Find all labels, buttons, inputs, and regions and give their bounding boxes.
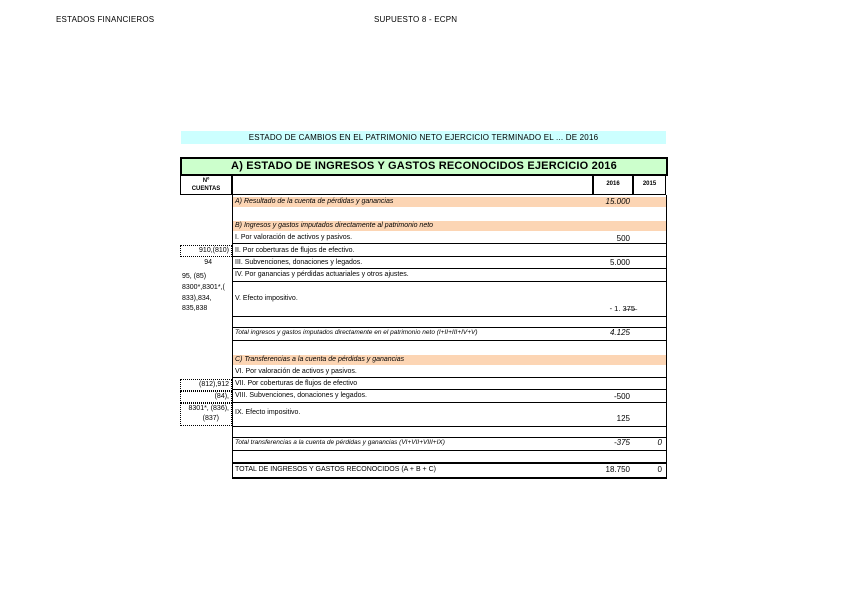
section-c-total-label: Total transferencias a la cuenta de pérdidas y ganancias (VI+VII+VIII+IX) — [235, 439, 445, 446]
column-header-2015: 2015 — [633, 174, 666, 195]
section-b-total-label: Total ingresos y gastos imputados directamente en el patrimonio neto (I+II+III+IV+V) — [235, 329, 478, 336]
grand-total-value-2016: 18.750 — [605, 465, 630, 474]
section-c-row-4-account-box — [180, 403, 232, 426]
column-header-cuentas-line2: CUENTAS — [191, 186, 221, 192]
section-c-row-4-account: 8301*, (836), — [188, 405, 229, 412]
section-b-divider — [233, 316, 666, 317]
section-a-label: A) Resultado de la cuenta de pérdidas y ganancias — [233, 197, 666, 207]
right-table-rule — [666, 195, 667, 479]
section-b-row-2-account: 910,(810) — [180, 245, 232, 257]
section-b-row-3: III. Subvenciones, donaciones y legados. — [233, 258, 666, 269]
statement-title: A) ESTADO DE INGRESOS Y GASTOS RECONOCIDOS EJERCICIO 2016 — [180, 157, 668, 176]
section-b-total-topline — [233, 327, 666, 328]
section-b-label: B) Ingresos y gastos imputados directamente al patrimonio neto — [233, 221, 666, 231]
grand-total-value-2015: 0 — [657, 465, 662, 474]
section-c-row-2: VII. Por coberturas de flujos de efectivo — [233, 379, 666, 390]
section-b-row-7-account: 835,838 — [182, 305, 208, 312]
section-c-row-3-value: -500 — [613, 392, 630, 401]
section-c-row-2-account: (812),912 — [180, 379, 232, 391]
column-header-cuentas — [180, 174, 232, 195]
column-header-cuentas-line1: Nº — [202, 178, 210, 184]
section-c-row-4-value: 125 — [616, 414, 630, 423]
section-a-value-2016: 15.000 — [605, 197, 630, 206]
section-b-row-4: IV. Por ganancias y pérdidas actuariales y otros ajustes. — [233, 270, 666, 282]
section-c-label: C) Transferencias a la cuenta de pérdidas y ganancias — [233, 355, 666, 365]
grand-total-topline — [233, 462, 666, 464]
section-b-row-7-value: - 1. 3̶7̶5̶ — [609, 304, 635, 313]
section-c-row-1: VI. Por valoración de activos y pasivos. — [233, 367, 666, 378]
section-c-total-value-2016: -375 — [613, 438, 630, 447]
concept-column-rule — [232, 195, 233, 479]
grand-total-bottomline — [233, 477, 666, 479]
document-header-center: SUPUESTO 8 - ECPN — [374, 15, 458, 24]
statement-banner: ESTADO DE CAMBIOS EN EL PATRIMONIO NETO EJERCICIO TERMINADO EL ... DE 2016 — [181, 131, 666, 144]
section-b-row-6-account: 833),834, — [182, 295, 212, 302]
section-c-row-3: VIII. Subvenciones, donaciones y legados. — [233, 391, 666, 403]
section-c-total-bottomline — [233, 450, 666, 451]
section-b-row-1: I. Por valoración de activos y pasivos. — [233, 233, 666, 244]
section-b-total-bottomline — [233, 340, 666, 341]
section-c-row-5-account: (837) — [202, 415, 219, 422]
section-b-row-2: II. Por coberturas de flujos de efectivo. — [233, 246, 666, 257]
column-header-2016: 2016 — [593, 174, 633, 195]
section-c-row-4: IX. Efecto impositivo. — [235, 409, 301, 416]
column-header-concept — [232, 174, 593, 195]
grand-total-label: TOTAL DE INGRESOS Y GASTOS RECONOCIDOS (A + B + C) — [235, 466, 436, 473]
section-c-total-value-2015: 0 — [657, 438, 662, 447]
section-b-row-1-value: 500 — [616, 234, 630, 243]
section-b-row-3-value: 5.000 — [609, 258, 630, 267]
section-b-row-5-account: 8300*,8301*,( — [182, 284, 225, 291]
section-c-divider — [233, 426, 666, 427]
section-b-total-value: 4.125 — [609, 328, 630, 337]
section-b-row-4-account: 95, (85) — [182, 273, 207, 280]
section-c-row-3-account: (84), — [180, 391, 232, 403]
section-b-row-3-account: 94 — [204, 259, 212, 266]
section-b-row-6: V. Efecto impositivo. — [235, 295, 298, 302]
document-header-left: ESTADOS FINANCIEROS — [56, 15, 155, 24]
